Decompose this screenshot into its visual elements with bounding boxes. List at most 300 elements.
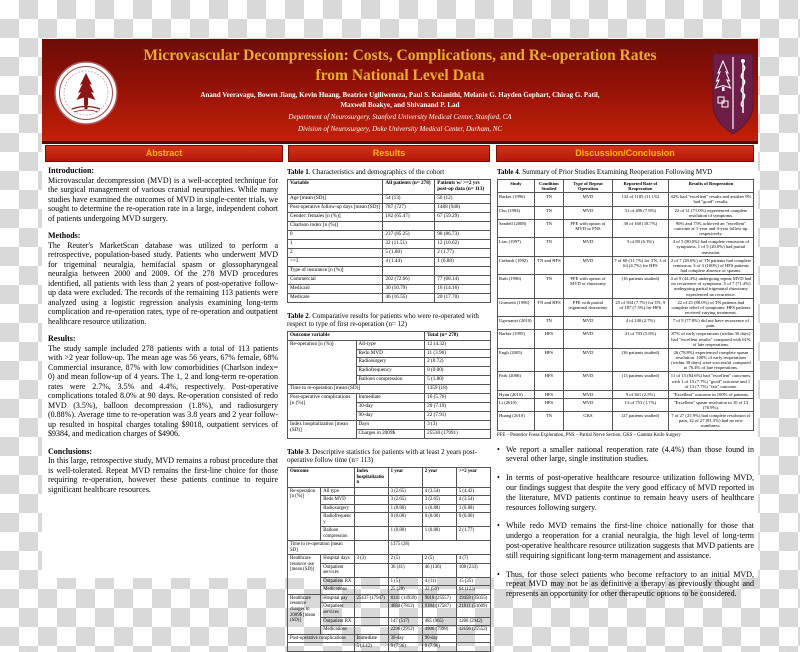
bullet-item: • While redo MVD remains the first-line choice nationally for those that undergo a reoperation for a cranial neuralgia, the high level of long-term post-operative healthcare resource utilization suggests that MVD patients are still requiring significant long-term management and assistance. bbox=[497, 521, 754, 560]
table-cell: 2 of 7 (28.6%) of TN patients had complete remission. 3 of 3 (100%) of HFS patients had complete absence of spasms. bbox=[668, 256, 753, 274]
table-cell: 25437 (17947) bbox=[354, 594, 388, 603]
table-cell: Outpatient services bbox=[321, 563, 354, 577]
table-cell: 25 of 504 (7.7%) for TN, 9 of 187 (7.5%) for HFS bbox=[612, 298, 668, 316]
table-cell: 2 (1.77) bbox=[456, 527, 490, 541]
table-row bbox=[498, 317, 754, 330]
table-cell: Index hospitalization [mean (SD)] bbox=[288, 421, 357, 439]
table-header-cell: >=2 year bbox=[456, 468, 490, 488]
table-cell: 3 (2.65) bbox=[388, 496, 422, 505]
table-header-cell: Patients w/ >=2 yrs post-op data (n= 113) bbox=[435, 180, 491, 195]
table-cell: 90-day bbox=[356, 412, 425, 421]
table-cell: 2296 (2912) bbox=[388, 626, 422, 635]
table-cell: 202 (72.66) bbox=[383, 275, 435, 284]
table-cell: All type bbox=[321, 487, 354, 496]
table-cell: 5 of 80 (6.3%) bbox=[612, 238, 668, 256]
affiliation-duke: Division of Neurosurgery, Duke University Medical Center, Durham, NC bbox=[297, 125, 503, 133]
table-cell: Commercial bbox=[288, 275, 383, 284]
table-cell: Radiosurgery bbox=[356, 358, 425, 367]
table-header-cell: 2 year bbox=[422, 468, 456, 488]
table-row bbox=[288, 284, 491, 293]
table-cell: 3 (2.65) bbox=[388, 487, 422, 496]
table-cell: 7 of 27 (25.9%) had complete resolution of pain, 22 of 27 (81.5%) had no new numbness. bbox=[668, 412, 753, 430]
table-cell: 32 (11.51) bbox=[383, 239, 435, 248]
table-cell: Post-operative complications [n (%)] bbox=[288, 394, 357, 421]
table-cell: Gronseth (1996) bbox=[498, 298, 535, 316]
table-cell: Re-operation [n (%)] bbox=[288, 340, 357, 385]
table-cell: 9 of 361 (2.5%) bbox=[612, 390, 668, 398]
results-paragraph bbox=[48, 334, 278, 439]
table-row bbox=[498, 256, 754, 274]
table-cell: 0 (0.00) bbox=[422, 513, 456, 527]
table-cell: 22 (7.91) bbox=[425, 412, 491, 421]
table-row bbox=[288, 257, 491, 266]
table2-caption bbox=[287, 312, 491, 328]
table1-label: Table 1 bbox=[287, 168, 309, 176]
table-cell: 30 (10.79) bbox=[383, 284, 435, 293]
table-row bbox=[498, 193, 754, 206]
table-cell: Outpatient RX bbox=[321, 577, 354, 586]
table-cell: 4684 (7812) bbox=[388, 603, 422, 617]
table-cell: Balloon compression bbox=[356, 376, 425, 385]
table-cell: TN bbox=[534, 412, 563, 430]
table1-cohort-demographics bbox=[287, 179, 491, 303]
table-cell: HFS bbox=[534, 372, 563, 390]
table-cell: TN bbox=[534, 206, 563, 219]
table-row bbox=[288, 266, 491, 275]
table-cell: 787 (727) bbox=[383, 203, 435, 212]
table-header-cell: 1 year bbox=[388, 468, 422, 488]
table-cell: 0 bbox=[288, 230, 383, 239]
table-cell: Park (2006) bbox=[498, 372, 535, 390]
table-cell bbox=[354, 496, 388, 505]
table-cell: Engh (2005) bbox=[498, 348, 535, 372]
table-cell: Ugwuanyi (2010) bbox=[498, 317, 535, 330]
table-row bbox=[288, 594, 491, 603]
table-cell: Huang (2010) bbox=[498, 412, 535, 430]
table-cell: Healthcare resource use [mean (SD)] bbox=[288, 555, 321, 595]
section-bar-results: Results bbox=[288, 145, 490, 162]
table3-caption bbox=[287, 448, 491, 464]
table-cell: "Excellent" spasm resolution in 10 of 13 (76.9%). bbox=[668, 398, 753, 411]
table-cell: 20 (17.70) bbox=[435, 293, 491, 302]
table-cell: 2 bbox=[288, 248, 383, 257]
table-cell: 0 (0.00) bbox=[388, 513, 422, 527]
table4-footnote: PFE – Posterior Fossa Exploration, PNS – Partial Nerve Section, GKS – Gamma Knife Surgery bbox=[497, 432, 681, 438]
table-cell: Age [mean (SD)] bbox=[288, 194, 383, 203]
table-cell: Healthcare resource charges in 2009$ [mean (SD)] bbox=[288, 594, 321, 634]
table-header-row bbox=[288, 331, 491, 340]
table-cell: Medications bbox=[321, 626, 354, 635]
table-cell: (13 patients studied) bbox=[612, 372, 668, 390]
table-cell: 4906 (7998) bbox=[422, 626, 456, 635]
table-cell: 30 of 160 (18.7%) bbox=[612, 219, 668, 237]
table-row bbox=[498, 238, 754, 256]
table-cell: 4 (3.54) bbox=[422, 487, 456, 496]
methods-heading: Methods: bbox=[48, 231, 81, 240]
table-cell bbox=[354, 487, 388, 496]
authors-line2: Maxwell Boakye, and Shivanand P. Lad bbox=[340, 101, 460, 109]
bullet-item: • In terms of post-operative healthcare resource utilization following MVD, our findings suggest that despite the very good efficacy of MVD reported in the literature, MVD patients continue to remain heavy users of healthcare resources following surgery. bbox=[497, 473, 754, 512]
table-cell: 147 (517) bbox=[388, 617, 422, 626]
table-cell: 485 (965) bbox=[422, 617, 456, 626]
table-cell: TN bbox=[534, 317, 563, 330]
table-cell: HFS bbox=[534, 390, 563, 398]
table4-prior-studies bbox=[497, 179, 754, 431]
table-header-cell: Reported Rate of Reoperation bbox=[612, 180, 668, 193]
table-cell bbox=[435, 221, 491, 230]
table-cell: 4 (3.54) bbox=[456, 496, 490, 505]
table-row bbox=[288, 230, 491, 239]
table-cell: 22 of 31 (71.0%) experienced complete resolution of symptoms. bbox=[668, 206, 753, 219]
table-cell: 5 (1.80) bbox=[383, 248, 435, 257]
table-cell bbox=[383, 221, 435, 230]
table-cell: 30-day bbox=[356, 403, 425, 412]
table-row bbox=[288, 293, 491, 302]
table-cell: 26 (78.8%) experienced complete spasm resolution. 100% of early reoperations (within 30 days) were successful compared to 76.4% of late reoperations. bbox=[668, 348, 753, 372]
table-cell: "Excellent" outcome in 100% of patients. bbox=[668, 390, 753, 398]
table-cell bbox=[354, 626, 388, 635]
table-cell: 13 of 753 (1.7%) bbox=[612, 398, 668, 411]
table-cell: Redo MVD bbox=[356, 349, 425, 358]
authors-line1: Anand Veeravagu, Bowen Jiang, Kevin Huang, Beatrice Ugiliweneza, Paul S. Kalanithi, Melanie G. Hayden Gephart, Chirag G. Patil, bbox=[200, 91, 600, 99]
table4-caption-text: . Summary of Prior Studies Examining Reoperation Following MVD bbox=[518, 168, 713, 176]
table-cell: 1 (0.88) bbox=[435, 257, 491, 266]
table-row bbox=[288, 203, 491, 212]
table-cell: (16 patients studied) bbox=[612, 275, 668, 299]
table-cell: HFS bbox=[534, 398, 563, 411]
table-cell: MVD bbox=[564, 317, 613, 330]
table-cell: 1 (0.88) bbox=[422, 504, 456, 513]
table-row bbox=[498, 348, 754, 372]
table-cell: 46 (16.55) bbox=[383, 293, 435, 302]
table-cell: 4 (1.44) bbox=[383, 257, 435, 266]
table-row bbox=[288, 248, 491, 257]
table3-label: Table 3 bbox=[287, 448, 309, 457]
table-row bbox=[498, 219, 754, 237]
table-cell: 1 bbox=[288, 239, 383, 248]
table-cell: 1488 (948) bbox=[435, 203, 491, 212]
table-row bbox=[288, 643, 491, 652]
table-cell: Outpatient services bbox=[321, 603, 354, 617]
table-cell: HFS bbox=[534, 330, 563, 348]
table-cell: 31 of 400 (7.8%) bbox=[612, 206, 668, 219]
research-poster bbox=[42, 39, 758, 650]
table-header-cell: Outcome variable bbox=[288, 331, 425, 340]
table-row bbox=[498, 390, 754, 398]
table-cell: 1359 (18) bbox=[425, 385, 491, 394]
table-cell: >=3 bbox=[288, 257, 383, 266]
table-cell: 5 (4.42) bbox=[456, 487, 490, 496]
table-cell: (36 patients studied) bbox=[612, 348, 668, 372]
table-cell: Cutbush (1992) bbox=[498, 256, 535, 274]
table-row bbox=[498, 372, 754, 390]
table-cell bbox=[456, 634, 490, 643]
table-cell: 25530 (17991) bbox=[425, 430, 491, 439]
table-cell bbox=[354, 577, 388, 586]
table-cell: PFE with option of MVD or rhizotomy bbox=[564, 275, 613, 299]
table-cell: 16 (14.16) bbox=[435, 284, 491, 293]
table-cell bbox=[383, 266, 435, 275]
table-row bbox=[288, 385, 491, 394]
table-row bbox=[498, 298, 754, 316]
table-cell: 9 (7.96) bbox=[388, 643, 422, 652]
table-cell: 9018 (25557) bbox=[422, 594, 456, 603]
table-cell: All-type bbox=[356, 340, 425, 349]
table-header-cell: Type of Repeat Operation bbox=[564, 180, 613, 193]
bullet-item: • Thus, for those select patients who become refractory to an initial MVD, repeat MVD may not be as definitive a therapy as previously thought and represents an opportunity for other therapeutic options to be considered. bbox=[497, 570, 754, 599]
table-cell: Li (2010) bbox=[498, 398, 535, 411]
table-cell: MVD bbox=[564, 390, 613, 398]
table-cell: (27 patients studied) bbox=[612, 412, 668, 430]
results-heading: Results: bbox=[48, 334, 76, 343]
medical-school-shield-logo bbox=[712, 53, 754, 135]
table-cell: 4 of 148 (2.7%) bbox=[612, 317, 668, 330]
table-cell bbox=[354, 617, 388, 626]
table-cell: Medicaid bbox=[288, 284, 383, 293]
table-cell: 4 (11) bbox=[422, 577, 456, 586]
table-cell: Barker (1995) bbox=[498, 330, 535, 348]
table-cell: 16 (5.76) bbox=[425, 394, 491, 403]
table-row bbox=[498, 330, 754, 348]
table-cell: 237 (85.25) bbox=[383, 230, 435, 239]
table-cell: 98 (86.73) bbox=[435, 230, 491, 239]
table-header-row bbox=[498, 180, 754, 193]
table-cell: 87% of early reoperations (within 30 days) had "excellent results" compared with 61% of late reoperations. bbox=[668, 330, 753, 348]
table-cell: 9 (7.96) bbox=[422, 643, 456, 652]
table-cell: 5 (4.42) bbox=[354, 643, 388, 652]
table-cell: Hospital pay bbox=[321, 594, 354, 603]
table-row bbox=[288, 239, 491, 248]
table-cell: 77 (68.14) bbox=[435, 275, 491, 284]
table2-caption-text: . Comparative results for patients who were re-operated with respect to type of first re-operation (n= 12) bbox=[287, 311, 479, 328]
table-cell: PFE with option of MVD or PNS bbox=[564, 219, 613, 237]
table-row bbox=[498, 275, 754, 299]
table-cell: Hyun (2010) bbox=[498, 390, 535, 398]
table-cell: 1 (5) bbox=[388, 577, 422, 586]
table-row bbox=[288, 487, 491, 496]
table-cell bbox=[354, 586, 388, 595]
table-cell: 1375 (28) bbox=[388, 541, 490, 555]
table-header-row bbox=[288, 180, 491, 195]
table-cell: 132 of 1185 (11.1%) bbox=[612, 193, 668, 206]
table-row bbox=[288, 275, 491, 284]
table-cell: TN bbox=[534, 238, 563, 256]
poster-title-line2: from National Level Data bbox=[315, 67, 485, 84]
table-cell: 9384 (17587) bbox=[422, 603, 456, 617]
table-cell: 1206 (2942) bbox=[456, 617, 490, 626]
table-cell: 7 of 60 (11.7%) for TN, 3 of 64 (4.7%) for HFS bbox=[612, 256, 668, 274]
table-cell: MVD bbox=[564, 398, 613, 411]
table-cell: 64 (123) bbox=[456, 586, 490, 595]
table-cell: 19458 (35055) bbox=[456, 594, 490, 603]
section-bar-discussion: Discussion/Conclusion bbox=[496, 145, 754, 162]
table-cell: Days bbox=[356, 421, 425, 430]
table3-descriptive-statistics bbox=[287, 467, 491, 651]
table-cell: Charlson index [n (%)] bbox=[288, 221, 383, 230]
table-cell: Immediate bbox=[354, 634, 388, 643]
table-cell: Outpatient RX bbox=[321, 617, 354, 626]
table-header-cell: Condition Studied bbox=[534, 180, 563, 193]
poster-title-line1: Microvascular Decompression: Costs, Complications, and Re-operation Rates bbox=[143, 47, 657, 64]
table-cell: Cho (1994) bbox=[498, 206, 535, 219]
table-cell: 8341 (14939) bbox=[388, 594, 422, 603]
table-cell: 90% and 75% achieved an "excellent" outcome at 1-year and 4-year follow-up respectively. bbox=[668, 219, 753, 237]
table-cell bbox=[354, 563, 388, 577]
table-cell: 2 (5) bbox=[388, 555, 422, 564]
table3-caption-text: . Descriptive statistics for patients with at least 2 years post-operative follow time (n= 113) bbox=[287, 448, 477, 465]
table-cell: 3 (2.65) bbox=[422, 496, 456, 505]
table-cell: Radiofrequency bbox=[356, 367, 425, 376]
table-cell: Post-operative complications bbox=[288, 634, 355, 643]
table-cell: 1 (0.88) bbox=[388, 504, 422, 513]
table-cell: 3 (3) bbox=[354, 555, 388, 564]
table-header-cell: All patients (n= 278) bbox=[383, 180, 435, 195]
table-row bbox=[498, 206, 754, 219]
table2-reoperation-results bbox=[287, 331, 491, 440]
methods-text: The Reuter's MarketScan database was utilized to perform a retrospective, population-based study. Patients who underwent MVD for trigeminal neuralgia, hemifacial spasm or glossopharyngeal neuralgia between 2000 and 2009. Of the 278 MVD procedures identified, all patients with less than 2 years of post-operative follow-up data were excluded. The records of the remaining 113 patients were analyzed using a logistic regression analysis examining long-term complication and re-operation rates, type of re-operation and outpatient healthcare resource utilization. bbox=[48, 240, 278, 326]
table-cell: 108 (233) bbox=[456, 563, 490, 577]
table-cell bbox=[354, 504, 388, 513]
table-cell: TN and HFS bbox=[534, 256, 563, 274]
table-cell: PFE with partial trigeminal rhizotomy bbox=[564, 298, 613, 316]
table-row bbox=[288, 221, 491, 230]
table-cell bbox=[435, 266, 491, 275]
conclusions-paragraph bbox=[48, 447, 278, 495]
table-header-cell: Total (n= 278) bbox=[425, 331, 491, 340]
table-cell: Type of insurance [n (%)] bbox=[288, 266, 383, 275]
table2-label: Table 2 bbox=[287, 311, 309, 320]
table-cell: Re-operation [n (%)] bbox=[288, 487, 321, 541]
table-cell: Post-operative follow-up days [mean (SD)] bbox=[288, 203, 383, 212]
table-cell: Sandell (2008) bbox=[498, 219, 535, 237]
table-cell: Radiosurgery bbox=[321, 504, 354, 513]
table-cell: 67 (59.29) bbox=[435, 212, 491, 221]
table-cell: MVD bbox=[564, 206, 613, 219]
table-cell: 21811 (51609) bbox=[456, 603, 490, 617]
table-cell: 54 (13) bbox=[383, 194, 435, 203]
table1-caption-text: . Characteristics and demographics of the cohort bbox=[308, 168, 445, 176]
table-cell: 30-day bbox=[388, 634, 422, 643]
table-header-cell: Outcome bbox=[288, 468, 355, 488]
table-cell bbox=[354, 513, 388, 527]
table-cell: MVD bbox=[564, 193, 613, 206]
table-header-cell: Results of Reoperation bbox=[668, 180, 753, 193]
table-cell: 56 (12) bbox=[435, 194, 491, 203]
conclusions-text: In this large, retrospective study, MVD remains a robust procedure that is well-tolerated. Repeat MVD remains the first-line choice for those requiring re-operation, however these patients continue to require significant healthcare resources. bbox=[48, 456, 278, 494]
table-cell: 25 (28) bbox=[388, 586, 422, 595]
table-cell bbox=[456, 643, 490, 652]
table-cell: 42% had "excellent" results and another 9% had "good" results. bbox=[668, 193, 753, 206]
table-cell: 2 (1.77) bbox=[435, 248, 491, 257]
table-cell: Time to re-operation [mean SD] bbox=[288, 541, 355, 555]
discussion-bullet-list bbox=[497, 445, 754, 599]
table-cell bbox=[354, 527, 388, 541]
table-header-cell: Study bbox=[498, 180, 535, 193]
table-cell bbox=[354, 603, 388, 617]
table-cell: 5 (1.80) bbox=[425, 376, 491, 385]
table1-caption bbox=[287, 168, 491, 176]
table-cell: 46 (136) bbox=[422, 563, 456, 577]
table-row bbox=[288, 634, 491, 643]
table-row bbox=[288, 212, 491, 221]
table-cell: 11 (3.96) bbox=[425, 349, 491, 358]
table-cell: 20 (7.19) bbox=[425, 403, 491, 412]
table-cell: 22 of 25 (88.0%) of TN patients had complete relief of symptoms; HFS patients received varying treatments. bbox=[668, 298, 753, 316]
table-cell: 0 (0.00) bbox=[456, 513, 490, 527]
table-row bbox=[288, 421, 491, 430]
table-cell: 3 (3) bbox=[425, 421, 491, 430]
table-cell: 4 of 5 (80.0%) had complete remission of symptoms, 1 of 5 (20.0%) had partial remission. bbox=[668, 238, 753, 256]
table-cell: 2 (0.72) bbox=[425, 358, 491, 367]
table-cell: Medications bbox=[321, 586, 354, 595]
abstract-column bbox=[48, 166, 278, 574]
table-cell: Medicare bbox=[288, 293, 383, 302]
table-cell: MVD bbox=[564, 372, 613, 390]
table-cell: MVD bbox=[564, 330, 613, 348]
table-cell: TN bbox=[534, 193, 563, 206]
table-cell: 182 (65.47) bbox=[383, 212, 435, 221]
table4-label: Table 4 bbox=[497, 168, 519, 176]
table-cell: 12 (4.32) bbox=[425, 340, 491, 349]
methods-paragraph bbox=[48, 231, 278, 326]
table-cell: 1 (0.88) bbox=[388, 527, 422, 541]
table-cell: 36 (41) bbox=[388, 563, 422, 577]
table-cell: 12 (10.62) bbox=[435, 239, 491, 248]
table-header-cell: Variable bbox=[288, 180, 383, 195]
table-cell: MVD bbox=[564, 256, 613, 274]
table-row bbox=[498, 412, 754, 430]
table-cell: 4 (7) bbox=[456, 555, 490, 564]
table-cell: 90-day bbox=[422, 634, 456, 643]
table-cell: Charges in 2009$ bbox=[356, 430, 425, 439]
table-cell: Hospital days bbox=[321, 555, 354, 564]
table-cell: Time to re-operation [mean (SD)] bbox=[288, 385, 425, 394]
table-cell: TN bbox=[534, 275, 563, 299]
table-row bbox=[288, 194, 491, 203]
table-cell: TN bbox=[534, 219, 563, 237]
results-column bbox=[287, 166, 491, 650]
discussion-column bbox=[497, 166, 754, 599]
introduction-text: Microvascular decompression (MVD) is a well-accepted technique for the surgical management of various cranial neuropathies. While many studies have examined the outcomes of MVD in single-center trials, we sought to determine the re-operation rate in a large, independent cohort of patients undergoing MVD surgery. bbox=[48, 175, 278, 223]
table-cell: MVD bbox=[564, 238, 613, 256]
table-cell: 15 (35) bbox=[456, 577, 490, 586]
conclusions-heading: Conclusions: bbox=[48, 446, 93, 456]
table-cell: 7 of 9 (77.8%) did not have recurrence of pain. bbox=[668, 317, 753, 330]
table-cell bbox=[354, 541, 388, 555]
table-cell: Gender: females [n (%)] bbox=[288, 212, 383, 221]
table-row bbox=[498, 398, 754, 411]
table-header-row bbox=[288, 468, 491, 488]
introduction-heading: Introduction: bbox=[48, 166, 95, 175]
table-cell: 12156 (25552) bbox=[456, 626, 490, 635]
poster-header bbox=[42, 39, 758, 144]
table-cell: 2 (5) bbox=[422, 555, 456, 564]
table-cell: Immediate bbox=[356, 394, 425, 403]
table-cell: GKS bbox=[564, 412, 613, 430]
table-cell bbox=[288, 643, 355, 652]
table-cell: 1 (0.88) bbox=[422, 527, 456, 541]
table-header-cell: Index hospitalization bbox=[354, 468, 388, 488]
table-cell: 0 (0.00) bbox=[425, 367, 491, 376]
table-cell: TN and HFS bbox=[534, 298, 563, 316]
table-cell: HFS bbox=[534, 348, 563, 372]
table-cell: 41 of 703 (5.8%) bbox=[612, 330, 668, 348]
table-row bbox=[288, 394, 491, 403]
table-cell: Barker (1996) bbox=[498, 193, 535, 206]
table-cell: Rath (1996) bbox=[498, 275, 535, 299]
table4-caption bbox=[497, 168, 754, 176]
table-cell: Liao (1997) bbox=[498, 238, 535, 256]
